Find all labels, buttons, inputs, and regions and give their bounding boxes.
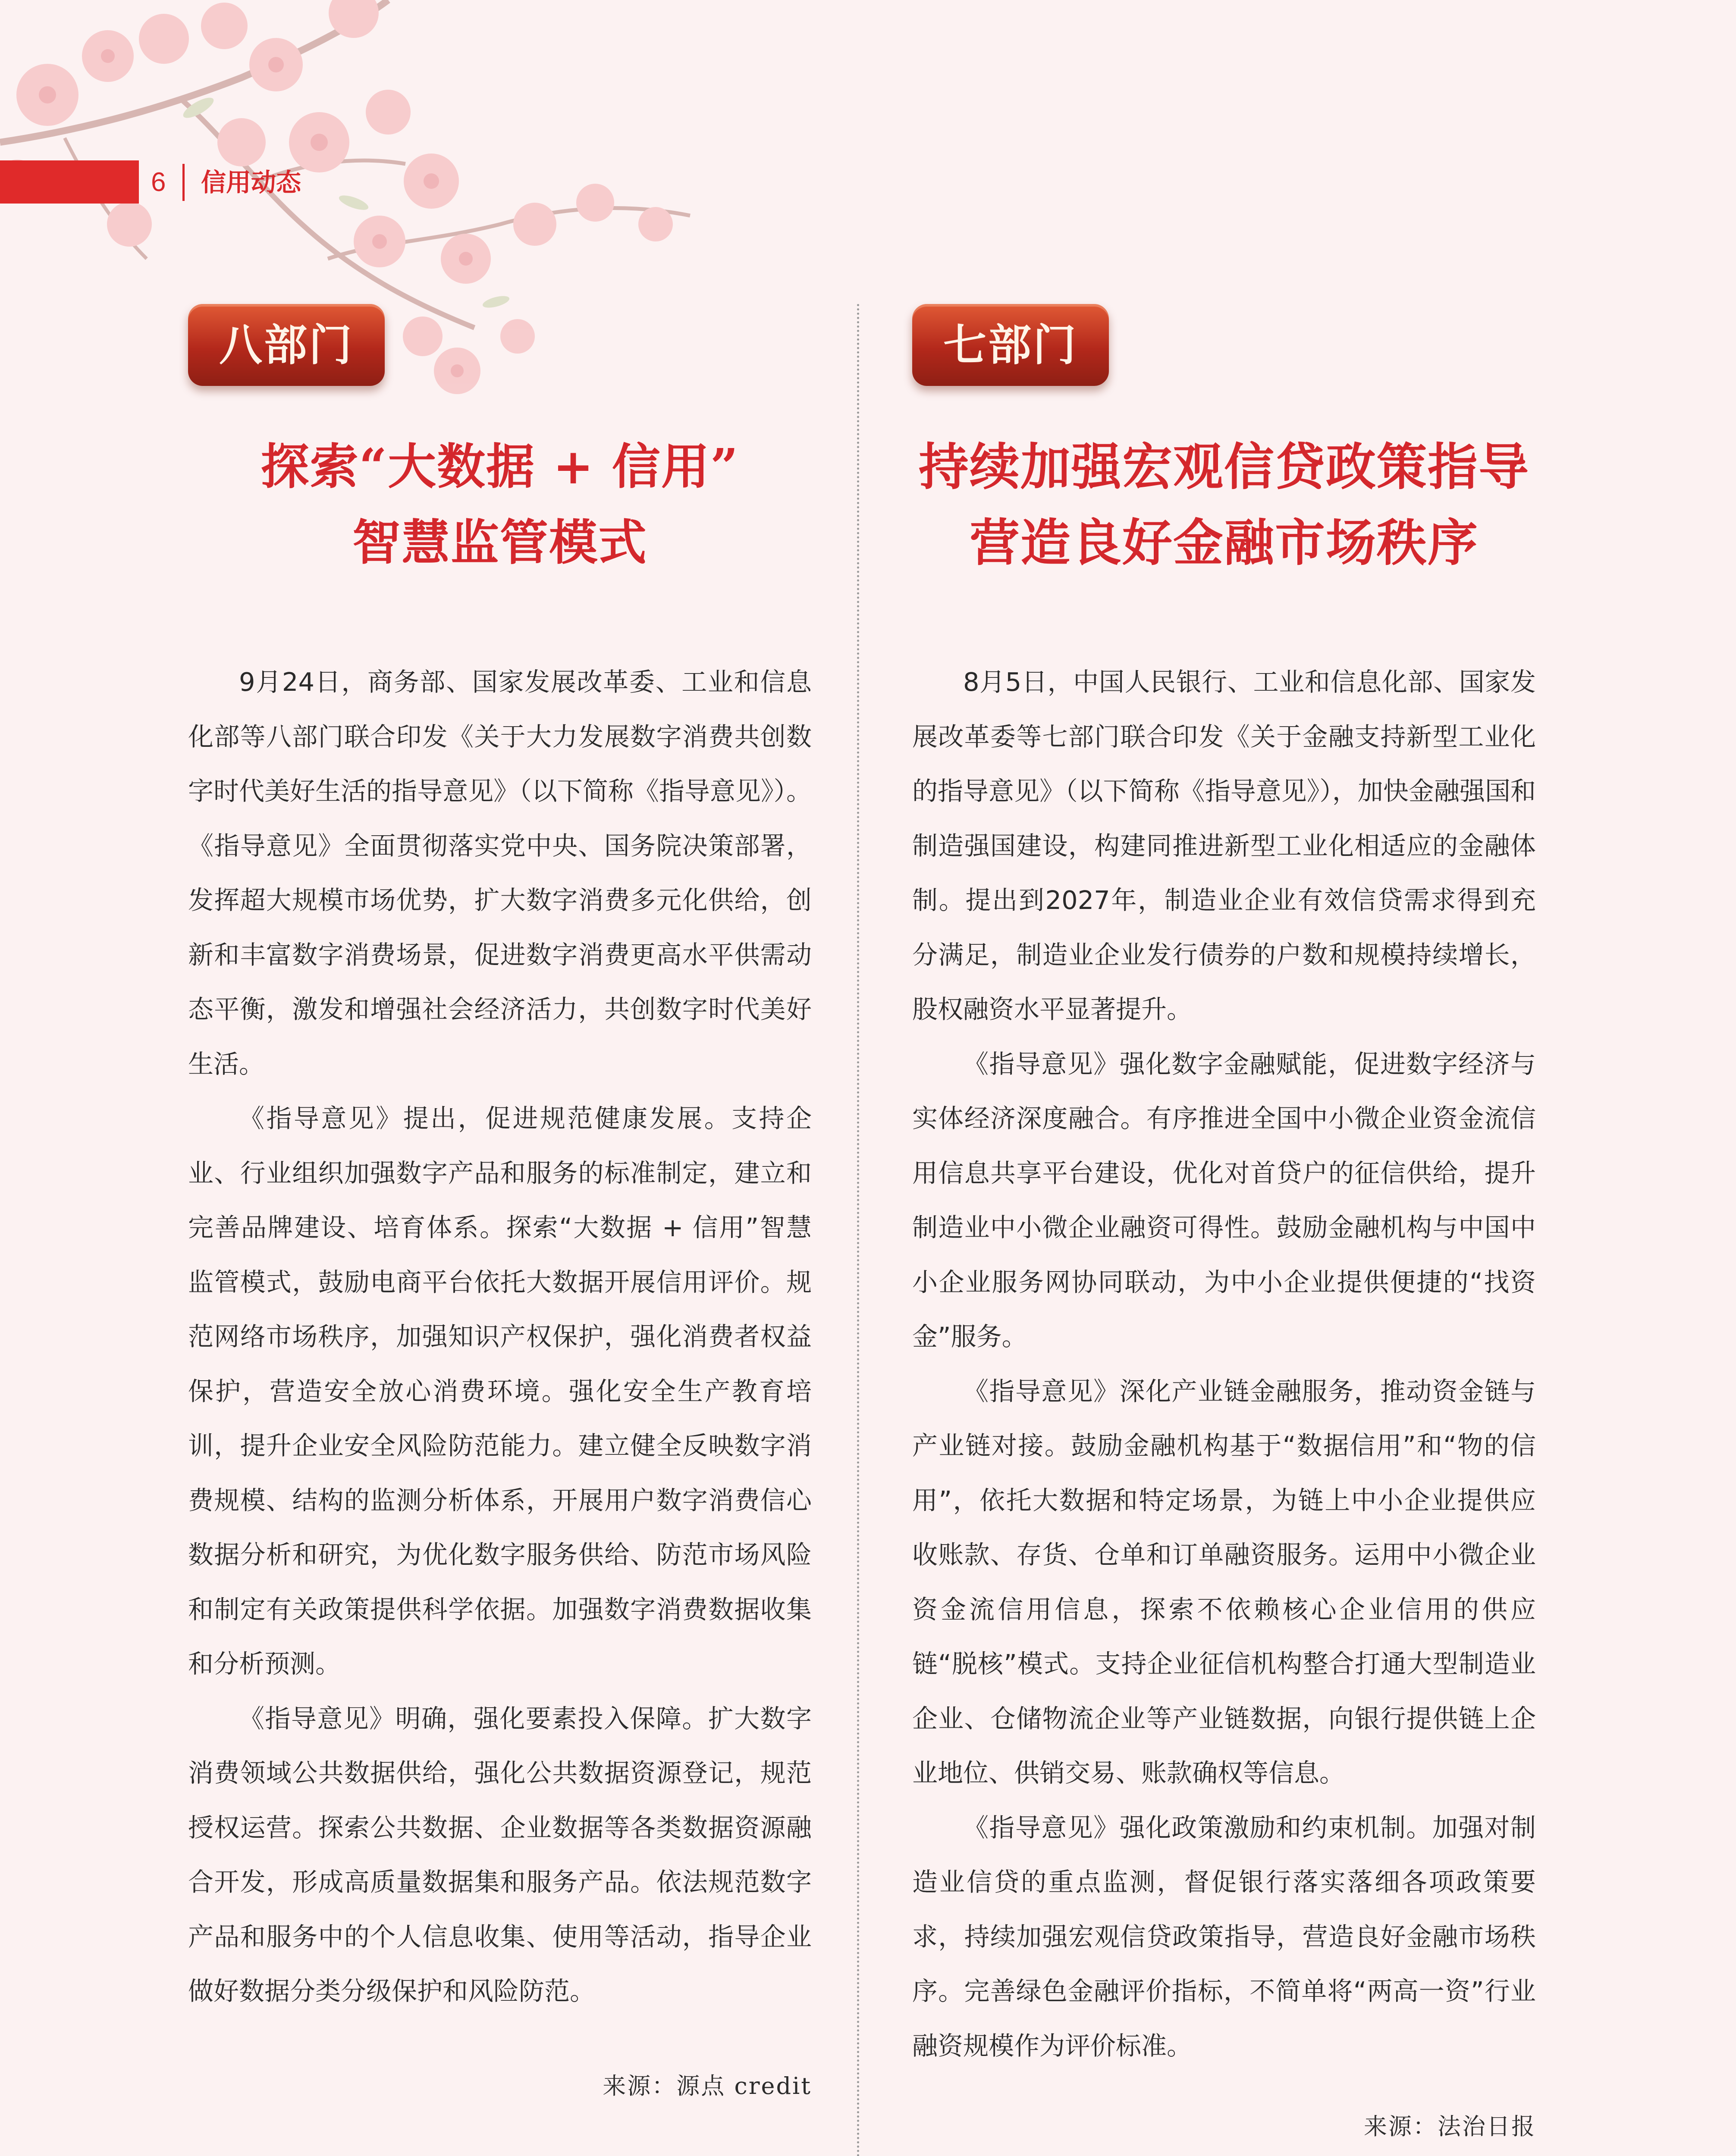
left-article bbox=[188, 304, 812, 2103]
header-red-bar bbox=[0, 160, 139, 204]
right-article-tag: 七部门 bbox=[912, 304, 1109, 386]
title-line: 探索“大数据 + 信用” bbox=[261, 439, 739, 495]
page-number: 6 bbox=[151, 167, 166, 197]
left-article-body bbox=[188, 655, 812, 2019]
title-line: 营造良好金融市场秩序 bbox=[970, 514, 1479, 572]
paragraph: 9月24日，商务部、国家发展改革委、工业和信息化部等八部门联合印发《关于大力发展数字消费共创数字时代美好生活的指导意见》（以下简称《指导意见》）。《指导意见》全面贯彻落实党中央、国务院决策部署，发挥超大规模市场优势，扩大数字消费多元化供给，创新和丰富数字消费场景，促进数字消费更高水平供需动态平衡，激发和增强社会经济活力，共创数字时代美好生活。 bbox=[188, 667, 812, 1079]
title-line: 智慧监管模式 bbox=[352, 514, 647, 571]
paragraph: 8月5日，中国人民银行、工业和信息化部、国家发展改革委等七部门联合印发《关于金融支持新型工业化的指导意见》（以下简称《指导意见》），加快金融强国和制造强国建设，构建同推进新型工业化相适应的金融体制。提出到2027年，制造业企业有效信贷需求得到充分满足，制造业企业发行债券的户数和规模持续增长，股权融资水平显著提升。 bbox=[912, 667, 1536, 1024]
paragraph: 《指导意见》提出，促进规范健康发展。支持企业、行业组织加强数字产品和服务的标准制定，建立和完善品牌建设、培育体系。探索“大数据 + 信用”智慧监管模式，鼓励电商平台依托大数据开展信用评价。规范网络市场秩序，加强知识产权保护，强化消费者权益保护，营造安全放心消费环境。强化安全生产教育培训，提升企业安全风险防范能力。建立健全反映数字消费规模、结构的监测分析体系，开展用户数字消费信心数据分析和研究，为优化数字服务供给、防范市场风险和制定有关政策提供科学依据。加强数字消费数据收集和分析预测。 bbox=[188, 1103, 812, 1679]
paragraph: 《指导意见》强化数字金融赋能，促进数字经济与实体经济深度融合。有序推进全国中小微企业资金流信用信息共享平台建设，优化对首贷户的征信供给，提升制造业中小微企业融资可得性。鼓励金融机构与中国中小企业服务网协同联动，为中小企业提供便捷的“找资金”服务。 bbox=[912, 1049, 1536, 1351]
paragraph: 《指导意见》强化政策激励和约束机制。加强对制造业信贷的重点监测，督促银行落实落细各项政策要求，持续加强宏观信贷政策指导，营造良好金融市场秩序。完善绿色金融评价指标，不简单将“两高一资”行业融资规模作为评价标准。 bbox=[912, 1812, 1536, 2061]
column-divider bbox=[857, 304, 859, 2156]
paragraph: 《指导意见》明确，强化要素投入保障。扩大数字消费领域公共数据供给，强化公共数据资源登记，规范授权运营。探索公共数据、企业数据等各类数据资源融合开发，形成高质量数据集和服务产品。依法规范数字产品和服务中的个人信息收集、使用等活动，指导企业做好数据分类分级保护和风险防范。 bbox=[188, 1703, 812, 2006]
right-article-body bbox=[912, 655, 1536, 2073]
paragraph: 《指导意见》深化产业链金融服务，推动资金链与产业链对接。鼓励金融机构基于“数据信用”和“物的信用”，依托大数据和特定场景，为链上中小企业提供应收账款、存货、仓单和订单融资服务。运用中小微企业资金流信用信息，探索不依赖核心企业信用的供应链“脱核”模式。支持企业征信机构整合打通大型制造业企业、仓储物流企业等产业链数据，向银行提供链上企业地位、供销交易、账款确权等信息。 bbox=[912, 1376, 1536, 1788]
left-article-source: 来源：源点 credit bbox=[603, 2072, 812, 2100]
right-article bbox=[912, 304, 1536, 2144]
title-line: 持续加强宏观信贷政策指导 bbox=[919, 438, 1529, 496]
right-article-source: 来源：法治日报 bbox=[1364, 2113, 1536, 2140]
section-name: 信用动态 bbox=[201, 168, 301, 197]
left-article-tag: 八部门 bbox=[188, 304, 385, 386]
right-article-title bbox=[912, 429, 1536, 581]
header-divider bbox=[182, 164, 185, 201]
left-article-title bbox=[188, 429, 812, 581]
